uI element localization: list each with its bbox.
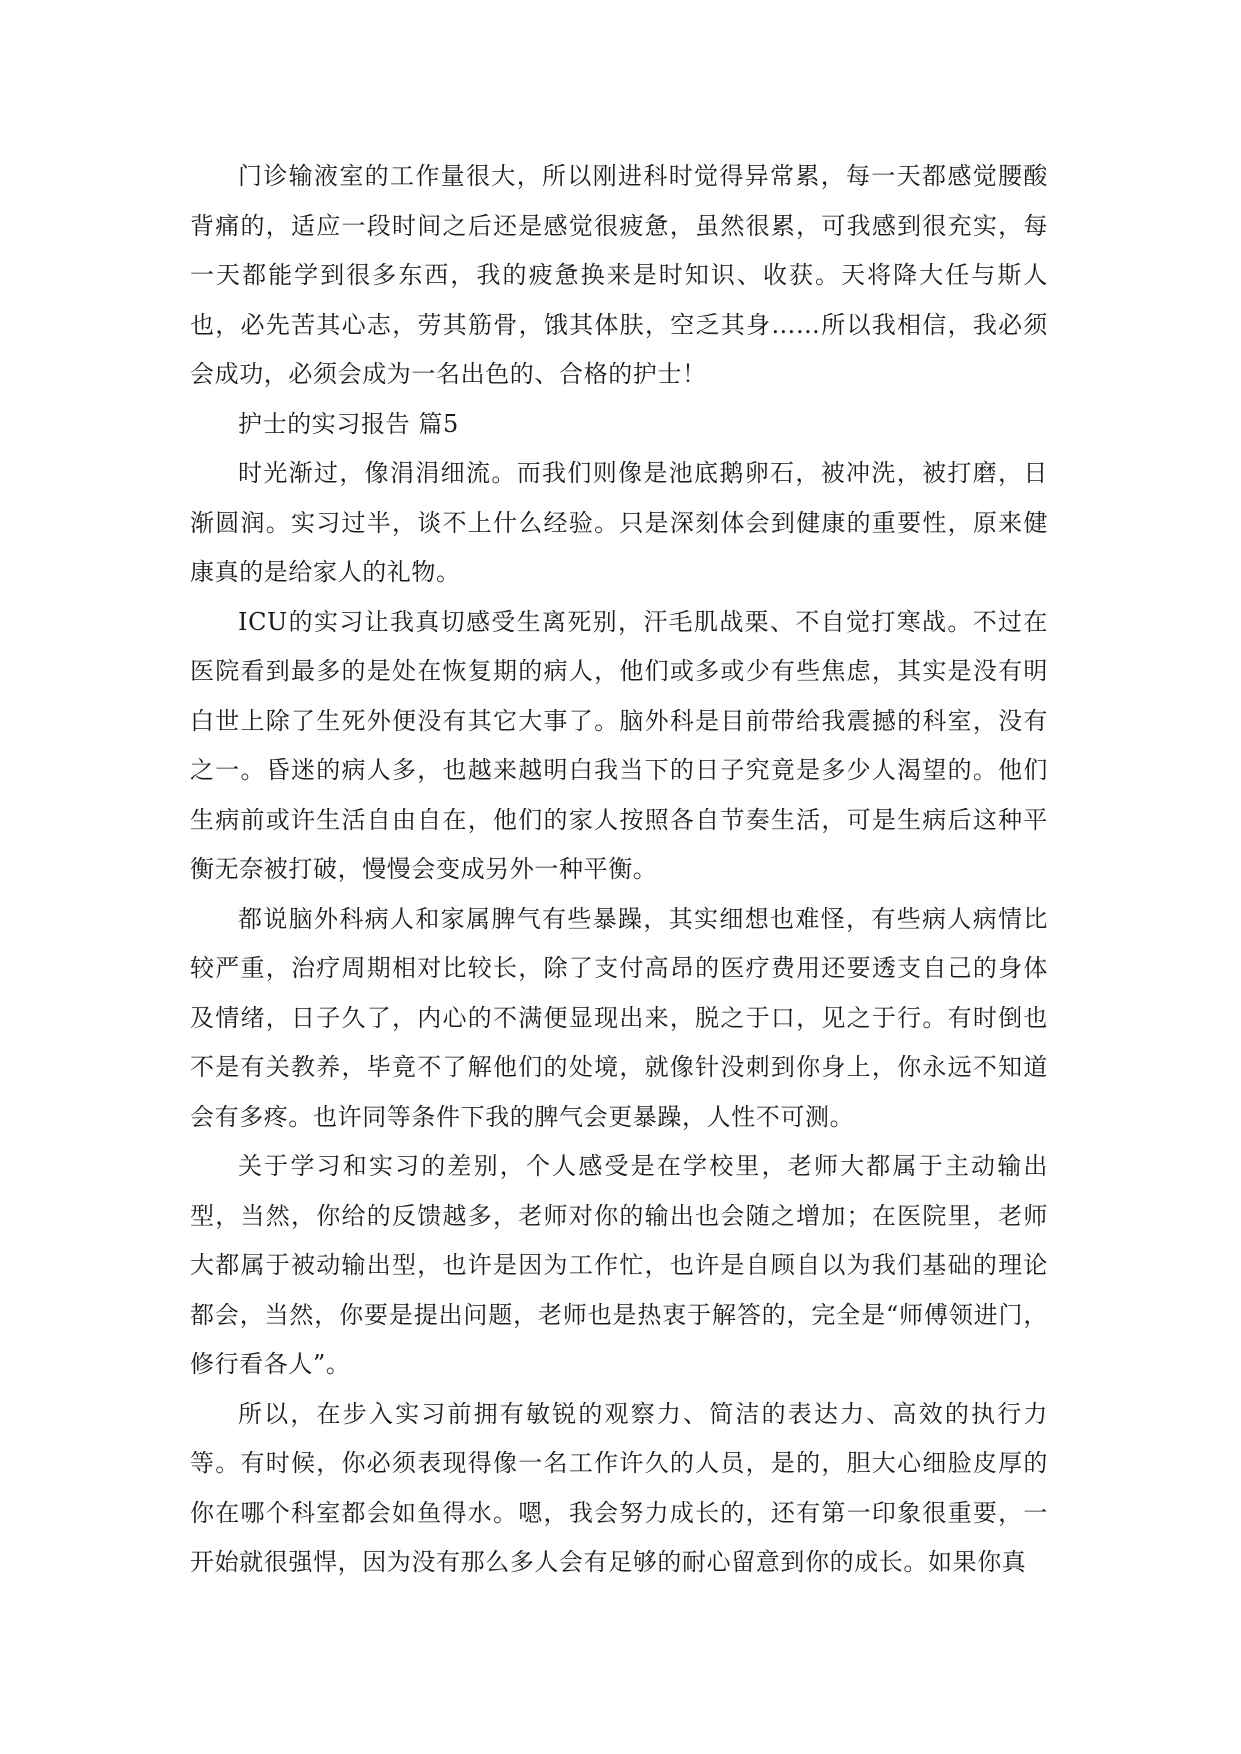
section-heading: 护士的实习报告 篇5: [238, 409, 459, 438]
paragraph-neurosurgery-patients: 都说脑外科病人和家属脾气有些暴躁，其实细想也难怪，有些病人病情比较严重，治疗周期相对比较长，除了支付高昂的医疗费用还要透支自己的身体及情绪，日子久了，内心的不满便显现出来，脱之于口，见之于行。有时倒也不是有关教养，毕竟不了解他们的处境，就像针没刺到你身上，你永远不知道会有多疼。也许同等条件下我的脾气会更暴躁，人性不可测。: [190, 904, 1048, 1131]
paragraph-study-vs-internship: 关于学习和实习的差别，个人感受是在学校里，老师大都属于主动输出型，当然，你给的反馈越多，老师对你的输出也会随之增加；在医院里，老师大都属于被动输出型，也许是因为工作忙，也许是自顾自以为我们基础的理论都会，当然，你要是提出问题，老师也是热衷于解答的，完全是“师傅领进门，修行看各人”。: [190, 1152, 1048, 1378]
paragraph-time-passing: 时光渐过，像涓涓细流。而我们则像是池底鹅卵石，被冲洗，被打磨，日渐圆润。实习过半，谈不上什么经验。只是深刻体会到健康的重要性，原来健康真的是给家人的礼物。: [190, 459, 1048, 586]
document-body: [190, 152, 1048, 1588]
paragraph-advice: 所以，在步入实习前拥有敏锐的观察力、简洁的表达力、高效的执行力等。有时候，你必须表现得像一名工作许久的人员，是的，胆大心细脸皮厚的你在哪个科室都会如鱼得水。嗯，我会努力成长的，还有第一印象很重要，一开始就很强悍，因为没有那么多人会有足够的耐心留意到你的成长。如果你真: [190, 1399, 1048, 1576]
paragraph-outpatient-infusion: 门诊输液室的工作量很大，所以刚进科时觉得异常累，每一天都感觉腰酸背痛的，适应一段时间之后还是感觉很疲惫，虽然很累，可我感到很充实，每一天都能学到很多东西，我的疲惫换来是时知识、收获。天将降大任与斯人也，必先苦其心志，劳其筋骨，饿其体肤，空乏其身……所以我相信，我必须会成功，必须会成为一名出色的、合格的护士！: [190, 162, 1048, 388]
paragraph-icu-internship: ICU的实习让我真切感受生离死别，汗毛肌战栗、不自觉打寒战。不过在医院看到最多的是处在恢复期的病人，他们或多或少有些焦虑，其实是没有明白世上除了生死外便没有其它大事了。脑外科是目前带给我震撼的科室，没有之一。昏迷的病人多，也越来越明白我当下的日子究竟是多少人渴望的。他们生病前或许生活自由自在，他们的家人按照各自节奏生活，可是生病后这种平衡无奈被打破，慢慢会变成另外一种平衡。: [190, 607, 1048, 883]
